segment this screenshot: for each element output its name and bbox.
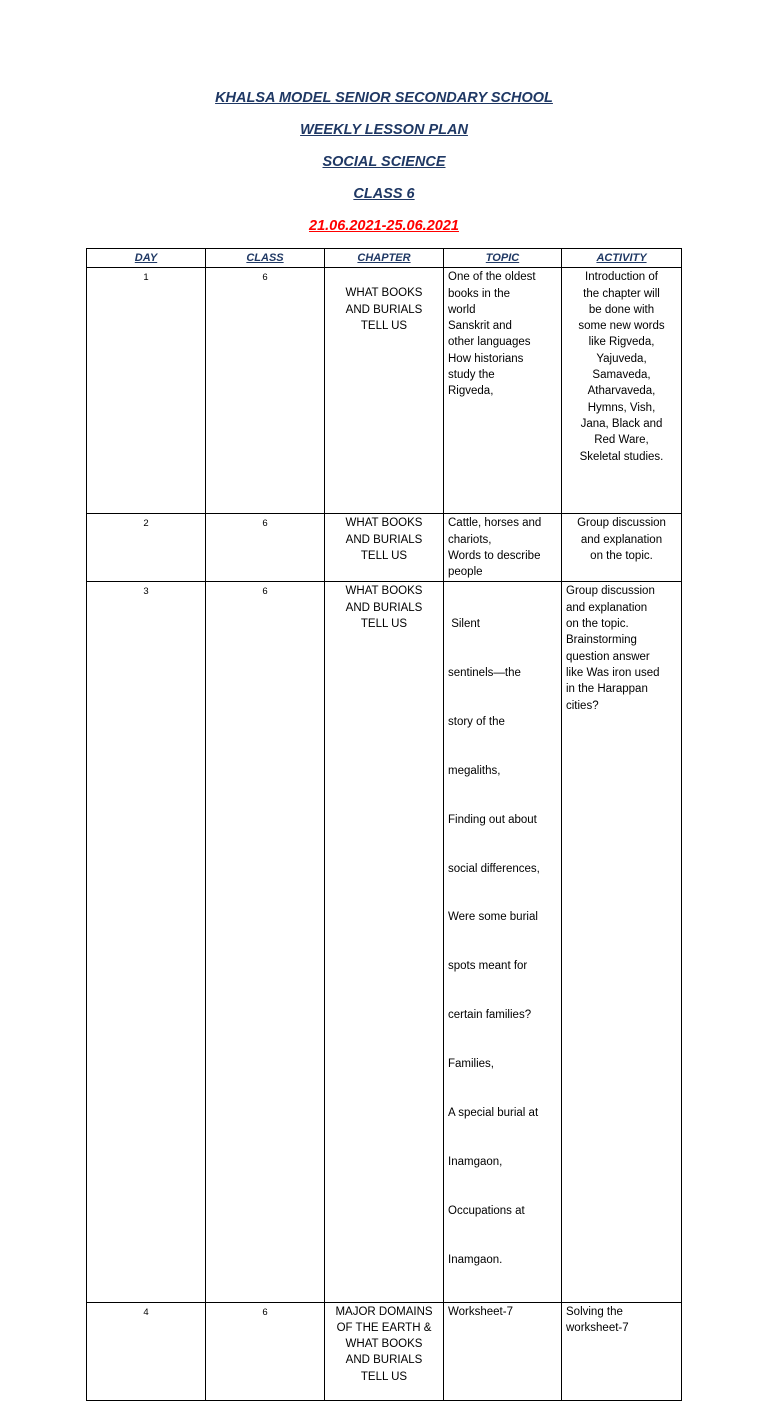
column-header-chapter: CHAPTER	[325, 249, 444, 268]
column-header-activity: ACTIVITY	[562, 249, 682, 268]
topic-cell: Worksheet-7	[444, 1302, 562, 1400]
column-header-topic: TOPIC	[444, 249, 562, 268]
class-title: CLASS 6	[353, 186, 415, 202]
activity-cell: Introduction of the chapter will be done with some new words like Rigveda, Yajuveda, Samaveda, Atharvaveda, Hymns, Vish, Jana, Black and Red Ware, Skeletal studies.	[562, 268, 682, 514]
class-cell: 6	[206, 514, 325, 582]
lesson-plan-table	[86, 248, 682, 1401]
day-cell: 4	[87, 1302, 206, 1400]
activity-cell: Solving the worksheet-7	[562, 1302, 682, 1400]
table-row	[87, 1302, 682, 1400]
day-cell: 3	[87, 582, 206, 1302]
activity-cell: Group discussion and explanation on the topic. Brainstorming question answer like Was iron used in the Harappan cities?	[562, 582, 682, 1302]
day-cell: 2	[87, 514, 206, 582]
table-header-row	[87, 249, 682, 268]
table-row	[87, 514, 682, 582]
class-cell: 6	[206, 582, 325, 1302]
topic-cell: Cattle, horses and chariots, Words to describe people	[444, 514, 562, 582]
school-name: KHALSA MODEL SENIOR SECONDARY SCHOOL	[215, 90, 553, 106]
chapter-cell: WHAT BOOKS AND BURIALS TELL US	[325, 268, 444, 514]
date-range: 21.06.2021-25.06.2021	[309, 218, 459, 234]
class-cell: 6	[206, 1302, 325, 1400]
topic-cell: One of the oldest books in the world Sanskrit and other languages How historians study the Rigveda,	[444, 268, 562, 514]
topic-cell: Silent sentinels—the story of the megaliths, Finding out about social differences, Were some burial spots meant for certain families? Families, A special burial at Inamgaon, Occupations at Inamgaon.	[444, 582, 562, 1302]
chapter-cell: MAJOR DOMAINS OF THE EARTH & WHAT BOOKS AND BURIALS TELL US	[325, 1302, 444, 1400]
subject-title: SOCIAL SCIENCE	[322, 154, 446, 170]
column-header-day: DAY	[87, 249, 206, 268]
activity-cell: Group discussion and explanation on the topic.	[562, 514, 682, 582]
class-cell: 6	[206, 268, 325, 514]
day-cell: 1	[87, 268, 206, 514]
chapter-cell: WHAT BOOKS AND BURIALS TELL US	[325, 514, 444, 582]
column-header-class: CLASS	[206, 249, 325, 268]
plan-title: WEEKLY LESSON PLAN	[300, 122, 468, 138]
table-row	[87, 582, 682, 1302]
table-row	[87, 268, 682, 514]
chapter-cell: WHAT BOOKS AND BURIALS TELL US	[325, 582, 444, 1302]
